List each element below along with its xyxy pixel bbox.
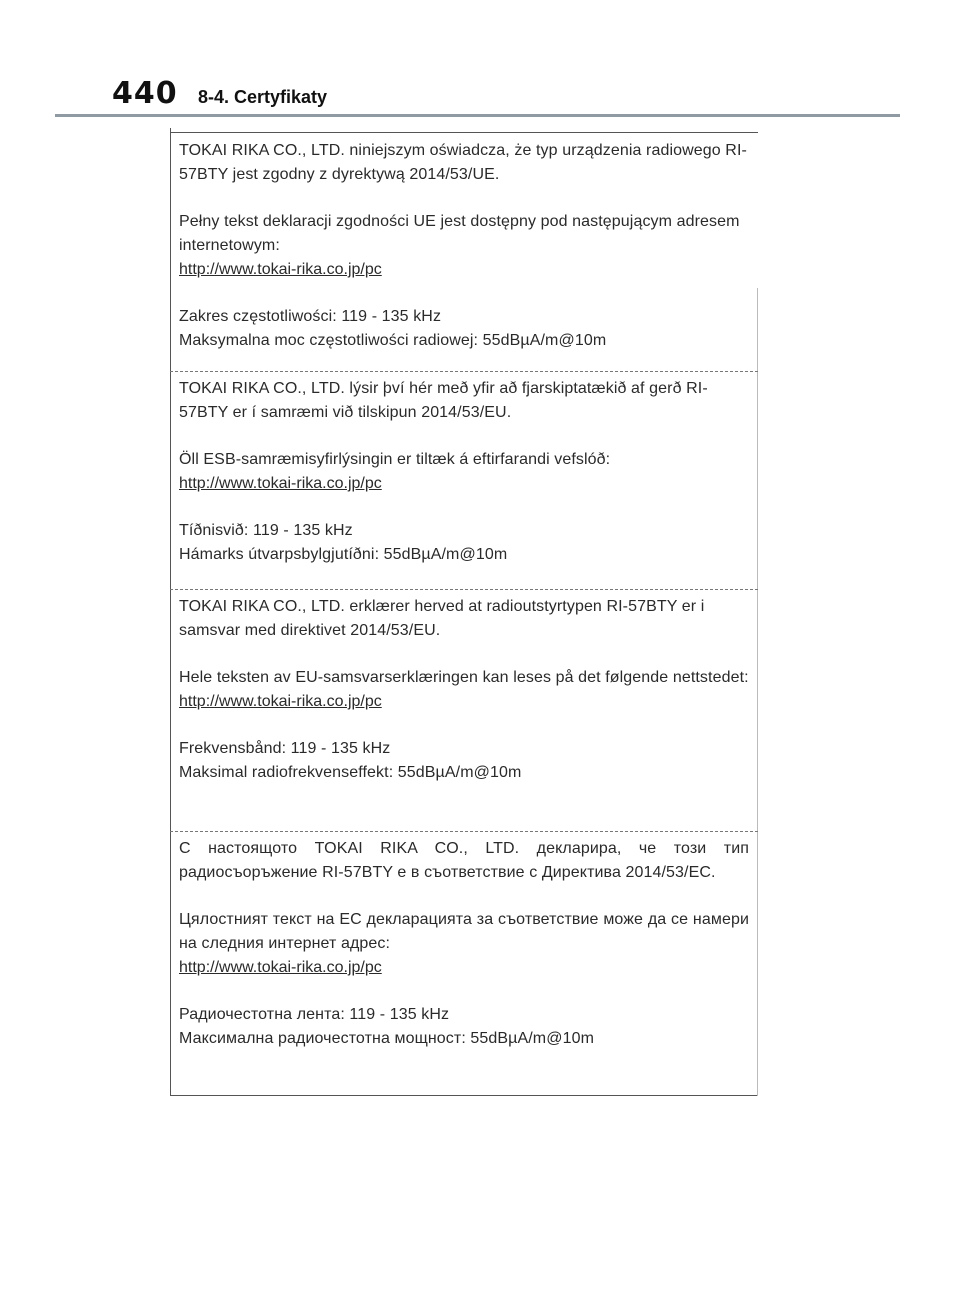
frame-border-top	[170, 132, 758, 133]
header-rule	[55, 114, 900, 117]
frame-border-left	[170, 128, 171, 1096]
declaration-statement: TOKAI RIKA CO., LTD. niniejszym oświadcza, że typ urządzenia radiowego RI-57BTY jest zgodny z dyrektywą 2014/53/UE.	[179, 142, 747, 183]
declaration-url-link[interactable]: http://www.tokai-rika.co.jp/pc	[179, 475, 382, 492]
full-text-note: Pełny tekst deklaracji zgodności UE jest dostępny pod następującym adresem internetowym:	[179, 213, 740, 254]
max-power: Максимална радиочестотна мощност: 55dBµA/m@10m	[179, 1030, 595, 1047]
declaration-bulgarian	[179, 837, 749, 1051]
max-power: Maksymalna moc częstotliwości radiowej: 55dBµA/m@10m	[179, 332, 607, 349]
frequency-range: Tíðnisvið: 119 - 135 kHz	[179, 522, 353, 539]
full-text-note: Öll ESB-samræmisyfirlýsingin er tiltæk á eftirfarandi vefslóð:	[179, 451, 611, 468]
section-title: 8-4. Certyfikaty	[198, 87, 328, 107]
frequency-range: Zakres częstotliwości: 119 - 135 kHz	[179, 308, 442, 325]
declaration-statement: С настоящото TOKAI RIKA CO., LTD. декларира, че този тип радиосъоръжение RI-57BTY е в съответствие с Директива 2014/53/ЕС.	[179, 840, 749, 881]
max-power: Hámarks útvarpsbylgjutíðni: 55dBµA/m@10m	[179, 546, 508, 563]
full-text-note: Hele teksten av EU-samsvarserklæringen kan leses på det følgende nettstedet:	[179, 669, 749, 686]
declaration-statement: TOKAI RIKA CO., LTD. erklærer herved at radioutstyrtypen RI-57BTY er i samsvar med direktivet 2014/53/EU.	[179, 598, 705, 639]
declaration-norwegian	[179, 595, 749, 785]
declaration-url-link[interactable]: http://www.tokai-rika.co.jp/pc	[179, 959, 382, 976]
page-header	[0, 0, 960, 118]
frequency-range: Радиочестотна лента: 119 - 135 kHz	[179, 1006, 450, 1023]
frame-border-right	[757, 288, 758, 1096]
frequency-range: Frekvensbånd: 119 - 135 kHz	[179, 740, 391, 757]
certificate-frame	[170, 128, 758, 1096]
full-text-note: Цялостният текст на ЕС декларацията за съответствие може да се намери на следния интернет адрес:	[179, 911, 749, 952]
declaration-polish	[179, 139, 749, 353]
declaration-url-link[interactable]: http://www.tokai-rika.co.jp/pc	[179, 693, 382, 710]
section-divider	[170, 589, 758, 590]
section-divider	[170, 371, 758, 372]
declaration-icelandic	[179, 377, 749, 567]
declaration-statement: TOKAI RIKA CO., LTD. lýsir því hér með yfir að fjarskiptatækið af gerð RI-57BTY er í samræmi við tilskipun 2014/53/EU.	[179, 380, 708, 421]
page-number: 440	[112, 76, 178, 111]
max-power: Maksimal radiofrekvenseffekt: 55dBµA/m@10m	[179, 764, 522, 781]
frame-border-bottom	[170, 1095, 758, 1096]
section-divider	[170, 831, 758, 832]
declaration-url-link[interactable]: http://www.tokai-rika.co.jp/pc	[179, 261, 382, 278]
